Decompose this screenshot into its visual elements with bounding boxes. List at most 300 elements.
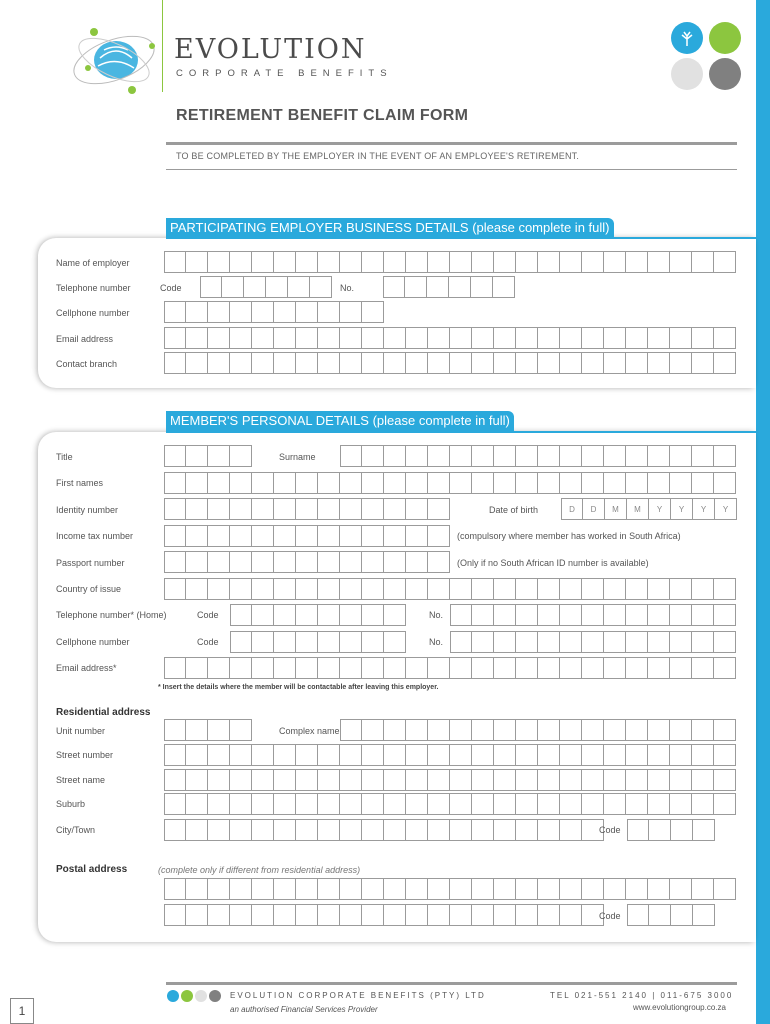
char-box[interactable] (494, 878, 516, 900)
char-box[interactable] (164, 352, 186, 374)
char-box[interactable] (626, 251, 648, 273)
char-box[interactable] (670, 657, 692, 679)
char-box[interactable] (164, 525, 186, 547)
char-box[interactable] (648, 327, 670, 349)
char-box[interactable] (384, 578, 406, 600)
char-box[interactable] (296, 578, 318, 600)
char-box[interactable] (164, 769, 186, 791)
char-box[interactable] (384, 251, 406, 273)
char-box[interactable] (186, 793, 208, 815)
suburb-field[interactable] (164, 793, 736, 815)
char-box[interactable] (252, 744, 274, 766)
char-box[interactable] (560, 352, 582, 374)
char-box[interactable] (296, 819, 318, 841)
char-box[interactable] (428, 769, 450, 791)
passport-field[interactable] (164, 551, 450, 573)
char-box[interactable] (560, 878, 582, 900)
income-tax-field[interactable] (164, 525, 450, 547)
title-field[interactable] (164, 445, 252, 467)
char-box[interactable] (604, 769, 626, 791)
char-box[interactable] (164, 301, 186, 323)
char-box[interactable] (692, 604, 714, 626)
char-box[interactable] (362, 352, 384, 374)
char-box[interactable] (230, 878, 252, 900)
char-box[interactable] (340, 352, 362, 374)
char-box[interactable] (560, 657, 582, 679)
char-box[interactable] (230, 498, 252, 520)
char-box[interactable] (296, 769, 318, 791)
char-box[interactable] (384, 352, 406, 374)
char-box[interactable] (714, 631, 736, 653)
char-box[interactable] (230, 578, 252, 600)
char-box[interactable] (428, 551, 450, 573)
char-box[interactable] (670, 578, 692, 600)
char-box[interactable] (560, 904, 582, 926)
char-box[interactable] (648, 744, 670, 766)
char-box[interactable] (472, 352, 494, 374)
char-box[interactable] (252, 604, 274, 626)
dob-box[interactable]: M (605, 498, 627, 520)
char-box[interactable] (604, 251, 626, 273)
char-box[interactable] (670, 719, 692, 741)
char-box[interactable] (296, 744, 318, 766)
char-box[interactable] (274, 301, 296, 323)
char-box[interactable] (560, 744, 582, 766)
char-box[interactable] (538, 719, 560, 741)
char-box[interactable] (670, 878, 692, 900)
char-box[interactable] (274, 631, 296, 653)
char-box[interactable] (362, 657, 384, 679)
char-box[interactable] (186, 445, 208, 467)
char-box[interactable] (406, 525, 428, 547)
char-box[interactable] (186, 301, 208, 323)
char-box[interactable] (296, 631, 318, 653)
char-box[interactable] (494, 327, 516, 349)
char-box[interactable] (252, 793, 274, 815)
char-box[interactable] (494, 631, 516, 653)
char-box[interactable] (230, 525, 252, 547)
char-box[interactable] (560, 327, 582, 349)
char-box[interactable] (340, 878, 362, 900)
char-box[interactable] (164, 251, 186, 273)
char-box[interactable] (340, 578, 362, 600)
char-box[interactable] (692, 657, 714, 679)
char-box[interactable] (318, 604, 340, 626)
tel-code-field[interactable] (200, 276, 332, 298)
char-box[interactable] (406, 551, 428, 573)
char-box[interactable] (406, 819, 428, 841)
char-box[interactable] (186, 819, 208, 841)
char-box[interactable] (186, 525, 208, 547)
char-box[interactable] (252, 551, 274, 573)
char-box[interactable] (582, 878, 604, 900)
char-box[interactable] (648, 793, 670, 815)
char-box[interactable] (516, 251, 538, 273)
city-code-field[interactable] (627, 819, 715, 841)
char-box[interactable] (384, 472, 406, 494)
char-box[interactable] (296, 525, 318, 547)
char-box[interactable] (208, 657, 230, 679)
char-box[interactable] (340, 251, 362, 273)
char-box[interactable] (362, 878, 384, 900)
char-box[interactable] (384, 744, 406, 766)
home-code-field[interactable] (230, 604, 406, 626)
char-box[interactable] (670, 744, 692, 766)
char-box[interactable] (384, 719, 406, 741)
char-box[interactable] (428, 525, 450, 547)
char-box[interactable] (296, 904, 318, 926)
char-box[interactable] (604, 445, 626, 467)
char-box[interactable] (428, 445, 450, 467)
dob-box[interactable]: D (561, 498, 583, 520)
char-box[interactable] (318, 657, 340, 679)
char-box[interactable] (692, 793, 714, 815)
char-box[interactable] (274, 657, 296, 679)
char-box[interactable] (208, 445, 230, 467)
char-box[interactable] (406, 327, 428, 349)
char-box[interactable] (362, 631, 384, 653)
char-box[interactable] (318, 472, 340, 494)
postal-line-2-field[interactable] (164, 904, 604, 926)
char-box[interactable] (538, 744, 560, 766)
char-box[interactable] (318, 819, 340, 841)
char-box[interactable] (208, 352, 230, 374)
char-box[interactable] (626, 445, 648, 467)
char-box[interactable] (714, 769, 736, 791)
char-box[interactable] (164, 498, 186, 520)
char-box[interactable] (208, 525, 230, 547)
char-box[interactable] (274, 472, 296, 494)
char-box[interactable] (714, 744, 736, 766)
char-box[interactable] (362, 251, 384, 273)
char-box[interactable] (516, 819, 538, 841)
char-box[interactable] (384, 793, 406, 815)
char-box[interactable] (627, 904, 649, 926)
char-box[interactable] (244, 276, 266, 298)
char-box[interactable] (274, 352, 296, 374)
char-box[interactable] (296, 551, 318, 573)
char-box[interactable] (626, 578, 648, 600)
char-box[interactable] (340, 301, 362, 323)
char-box[interactable] (714, 251, 736, 273)
name-of-employer-field[interactable] (164, 251, 736, 273)
char-box[interactable] (428, 578, 450, 600)
char-box[interactable] (450, 793, 472, 815)
char-box[interactable] (626, 352, 648, 374)
char-box[interactable] (538, 472, 560, 494)
char-box[interactable] (406, 769, 428, 791)
char-box[interactable] (560, 445, 582, 467)
char-box[interactable] (449, 276, 471, 298)
char-box[interactable] (252, 769, 274, 791)
char-box[interactable] (362, 498, 384, 520)
char-box[interactable] (516, 445, 538, 467)
char-box[interactable] (450, 769, 472, 791)
char-box[interactable] (670, 631, 692, 653)
char-box[interactable] (208, 251, 230, 273)
char-box[interactable] (582, 578, 604, 600)
char-box[interactable] (494, 445, 516, 467)
char-box[interactable] (582, 631, 604, 653)
char-box[interactable] (604, 604, 626, 626)
char-box[interactable] (428, 472, 450, 494)
char-box[interactable] (230, 719, 252, 741)
char-box[interactable] (274, 551, 296, 573)
char-box[interactable] (648, 445, 670, 467)
cell-code-field[interactable] (230, 631, 406, 653)
char-box[interactable] (362, 793, 384, 815)
char-box[interactable] (318, 301, 340, 323)
char-box[interactable] (626, 744, 648, 766)
char-box[interactable] (406, 904, 428, 926)
char-box[interactable] (362, 769, 384, 791)
char-box[interactable] (472, 472, 494, 494)
char-box[interactable] (186, 551, 208, 573)
char-box[interactable] (230, 904, 252, 926)
char-box[interactable] (494, 472, 516, 494)
char-box[interactable] (340, 327, 362, 349)
char-box[interactable] (186, 769, 208, 791)
char-box[interactable] (450, 472, 472, 494)
char-box[interactable] (340, 525, 362, 547)
char-box[interactable] (208, 719, 230, 741)
char-box[interactable] (208, 551, 230, 573)
char-box[interactable] (186, 498, 208, 520)
char-box[interactable] (604, 744, 626, 766)
char-box[interactable] (230, 744, 252, 766)
char-box[interactable] (670, 327, 692, 349)
char-box[interactable] (604, 578, 626, 600)
char-box[interactable] (714, 352, 736, 374)
char-box[interactable] (538, 657, 560, 679)
char-box[interactable] (714, 657, 736, 679)
char-box[interactable] (274, 251, 296, 273)
char-box[interactable] (516, 631, 538, 653)
dob-box[interactable]: Y (693, 498, 715, 520)
char-box[interactable] (362, 445, 384, 467)
char-box[interactable] (670, 472, 692, 494)
char-box[interactable] (604, 719, 626, 741)
char-box[interactable] (252, 657, 274, 679)
char-box[interactable] (318, 793, 340, 815)
char-box[interactable] (340, 769, 362, 791)
char-box[interactable] (274, 793, 296, 815)
char-box[interactable] (406, 472, 428, 494)
tel-no-field[interactable] (383, 276, 515, 298)
char-box[interactable] (406, 498, 428, 520)
char-box[interactable] (318, 551, 340, 573)
dob-box[interactable]: Y (715, 498, 737, 520)
char-box[interactable] (671, 819, 693, 841)
char-box[interactable] (362, 819, 384, 841)
char-box[interactable] (693, 904, 715, 926)
char-box[interactable] (648, 604, 670, 626)
char-box[interactable] (626, 719, 648, 741)
char-box[interactable] (472, 793, 494, 815)
char-box[interactable] (252, 352, 274, 374)
char-box[interactable] (230, 551, 252, 573)
char-box[interactable] (318, 327, 340, 349)
char-box[interactable] (406, 251, 428, 273)
char-box[interactable] (494, 769, 516, 791)
char-box[interactable] (362, 904, 384, 926)
cellphone-field[interactable] (164, 301, 384, 323)
first-names-field[interactable] (164, 472, 736, 494)
char-box[interactable] (714, 878, 736, 900)
char-box[interactable] (362, 719, 384, 741)
complex-name-field[interactable] (340, 719, 736, 741)
char-box[interactable] (516, 604, 538, 626)
char-box[interactable] (538, 631, 560, 653)
char-box[interactable] (516, 793, 538, 815)
char-box[interactable] (274, 878, 296, 900)
char-box[interactable] (626, 878, 648, 900)
char-box[interactable] (230, 251, 252, 273)
char-box[interactable] (340, 445, 362, 467)
char-box[interactable] (340, 904, 362, 926)
char-box[interactable] (494, 578, 516, 600)
char-box[interactable] (516, 904, 538, 926)
char-box[interactable] (186, 327, 208, 349)
char-box[interactable] (670, 445, 692, 467)
char-box[interactable] (384, 657, 406, 679)
dob-box[interactable]: D (583, 498, 605, 520)
char-box[interactable] (310, 276, 332, 298)
char-box[interactable] (406, 578, 428, 600)
char-box[interactable] (649, 819, 671, 841)
char-box[interactable] (406, 793, 428, 815)
char-box[interactable] (516, 472, 538, 494)
char-box[interactable] (494, 719, 516, 741)
char-box[interactable] (340, 604, 362, 626)
char-box[interactable] (186, 578, 208, 600)
char-box[interactable] (626, 604, 648, 626)
char-box[interactable] (406, 657, 428, 679)
char-box[interactable] (340, 793, 362, 815)
char-box[interactable] (560, 604, 582, 626)
char-box[interactable] (538, 251, 560, 273)
char-box[interactable] (648, 657, 670, 679)
char-box[interactable] (164, 744, 186, 766)
char-box[interactable] (450, 657, 472, 679)
char-box[interactable] (692, 631, 714, 653)
char-box[interactable] (296, 878, 318, 900)
char-box[interactable] (516, 327, 538, 349)
char-box[interactable] (252, 498, 274, 520)
char-box[interactable] (252, 327, 274, 349)
char-box[interactable] (274, 327, 296, 349)
char-box[interactable] (692, 327, 714, 349)
char-box[interactable] (230, 352, 252, 374)
char-box[interactable] (208, 744, 230, 766)
char-box[interactable] (516, 769, 538, 791)
char-box[interactable] (208, 578, 230, 600)
char-box[interactable] (714, 445, 736, 467)
char-box[interactable] (252, 525, 274, 547)
char-box[interactable] (186, 352, 208, 374)
char-box[interactable] (362, 525, 384, 547)
char-box[interactable] (384, 327, 406, 349)
char-box[interactable] (648, 878, 670, 900)
char-box[interactable] (516, 878, 538, 900)
street-number-field[interactable] (164, 744, 736, 766)
char-box[interactable] (164, 327, 186, 349)
char-box[interactable] (252, 878, 274, 900)
dob-box[interactable]: M (627, 498, 649, 520)
char-box[interactable] (626, 472, 648, 494)
char-box[interactable] (296, 604, 318, 626)
date-of-birth-field[interactable] (561, 498, 737, 520)
char-box[interactable] (296, 657, 318, 679)
char-box[interactable] (164, 819, 186, 841)
char-box[interactable] (472, 251, 494, 273)
char-box[interactable] (692, 352, 714, 374)
char-box[interactable] (274, 525, 296, 547)
char-box[interactable] (406, 445, 428, 467)
char-box[interactable] (648, 578, 670, 600)
char-box[interactable] (626, 657, 648, 679)
char-box[interactable] (230, 604, 252, 626)
char-box[interactable] (318, 525, 340, 547)
char-box[interactable] (186, 904, 208, 926)
char-box[interactable] (538, 878, 560, 900)
char-box[interactable] (252, 819, 274, 841)
char-box[interactable] (582, 657, 604, 679)
char-box[interactable] (428, 878, 450, 900)
char-box[interactable] (560, 472, 582, 494)
char-box[interactable] (670, 352, 692, 374)
char-box[interactable] (604, 793, 626, 815)
char-box[interactable] (538, 769, 560, 791)
char-box[interactable] (384, 604, 406, 626)
char-box[interactable] (604, 657, 626, 679)
char-box[interactable] (450, 445, 472, 467)
char-box[interactable] (560, 719, 582, 741)
contact-branch-field[interactable] (164, 352, 736, 374)
char-box[interactable] (626, 769, 648, 791)
surname-field[interactable] (340, 445, 736, 467)
char-box[interactable] (472, 719, 494, 741)
char-box[interactable] (450, 878, 472, 900)
char-box[interactable] (648, 472, 670, 494)
char-box[interactable] (406, 719, 428, 741)
char-box[interactable] (494, 904, 516, 926)
char-box[interactable] (627, 819, 649, 841)
char-box[interactable] (582, 251, 604, 273)
char-box[interactable] (604, 352, 626, 374)
char-box[interactable] (362, 578, 384, 600)
char-box[interactable] (626, 327, 648, 349)
char-box[interactable] (538, 793, 560, 815)
char-box[interactable] (538, 352, 560, 374)
char-box[interactable] (626, 793, 648, 815)
char-box[interactable] (318, 578, 340, 600)
char-box[interactable] (230, 472, 252, 494)
char-box[interactable] (604, 631, 626, 653)
char-box[interactable] (494, 251, 516, 273)
char-box[interactable] (604, 327, 626, 349)
home-no-field[interactable] (450, 604, 736, 626)
char-box[interactable] (383, 276, 405, 298)
char-box[interactable] (560, 769, 582, 791)
char-box[interactable] (450, 631, 472, 653)
char-box[interactable] (230, 657, 252, 679)
char-box[interactable] (406, 878, 428, 900)
char-box[interactable] (472, 327, 494, 349)
char-box[interactable] (582, 604, 604, 626)
char-box[interactable] (472, 578, 494, 600)
char-box[interactable] (318, 631, 340, 653)
